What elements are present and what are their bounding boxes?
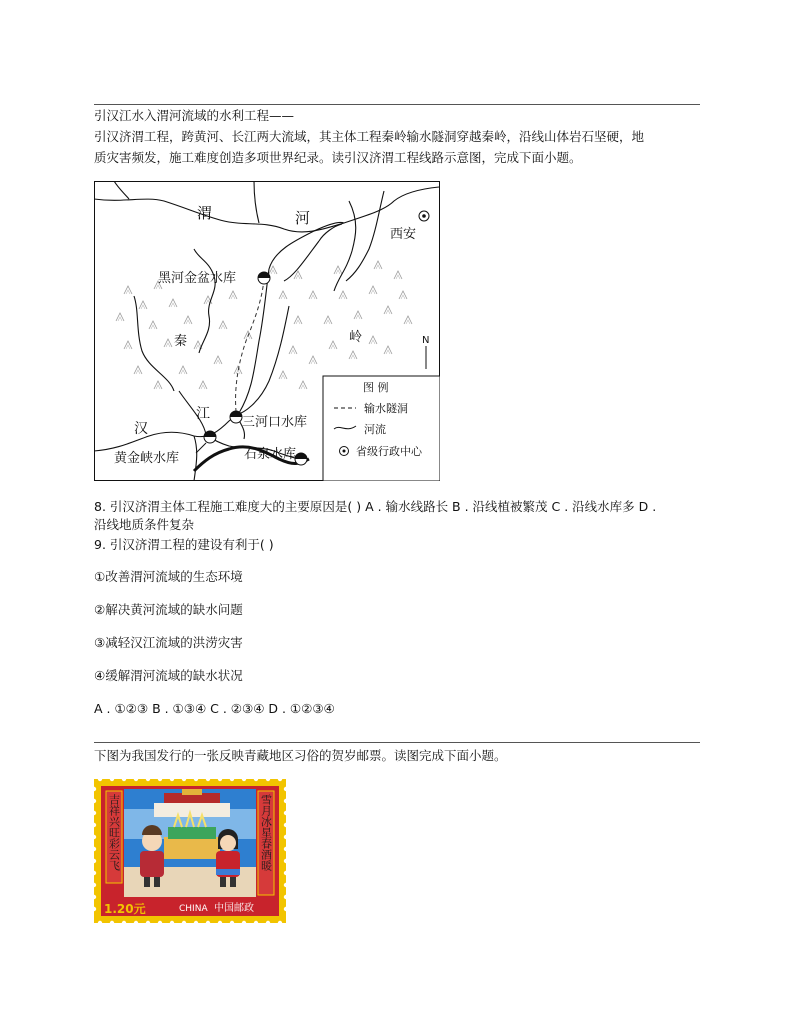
section-divider [94,742,700,743]
question-8-line2: 沿线地质条件复杂 [94,517,195,532]
label-he: 河 [295,209,311,227]
label-han: 汉 [134,421,148,437]
right-couplet-text: 雪月冰星春酒暖 [259,794,273,871]
label-qin: 秦 [174,334,188,349]
reservoir-huangjinxia [204,431,216,443]
label-jiang: 江 [196,406,210,422]
legend-tunnel: 输水隧洞 [364,402,408,415]
top-divider [94,104,700,105]
legend-river: 河流 [364,423,386,436]
question-9-item-4: ④缓解渭河流域的缺水状况 [94,668,243,683]
stamp-china-label: CHINA [179,904,208,914]
legend-capital: 省级行政中心 [356,445,422,458]
section1-text-line1: 引汉济渭工程，跨黄河、长江两大流域，其主体工程秦岭输水隧洞穿越秦岭，沿线山体岩石坚硬，地 [94,129,645,144]
question-9-item-1: ①改善渭河流域的生态环境 [94,569,243,584]
stamp-post-label: 中国邮政 [214,903,254,914]
question-9-options: A . ①②③ B . ①③④ C . ②③④ D . ①②③④ [94,701,335,716]
question-8-line1: 8. 引汉济渭主体工程施工难度大的主要原因是( ) A . 输水线路长 B . 沿线植被繁茂 C . 沿线水库多 D . [94,499,657,514]
left-couplet-text: 吉祥兴旺彩云飞 [107,794,121,871]
label-xian: 西安 [390,227,417,242]
question-9-stem: 9. 引汉济渭工程的建设有利于( ) [94,537,274,552]
stamp-denomination: 1.20元 [104,902,146,916]
label-sanhekou-reservoir: 三河口水库 [242,415,308,430]
reservoir-sanhekou [230,411,242,423]
section2-intro: 下图为我国发行的一张反映青藏地区习俗的贺岁邮票。读图完成下面小题。 [94,748,507,763]
label-huangjinxia-reservoir: 黄金峡水库 [114,451,180,466]
section1-title: 引汉江水入渭河流域的水利工程—— [94,108,295,123]
label-shiquan-reservoir: 石泉水库 [244,447,297,462]
question-9-item-3: ③减轻汉江流域的洪涝灾害 [94,635,243,650]
route-map [94,181,440,481]
label-wei: 渭 [197,204,213,222]
label-ling: 岭 [349,330,363,345]
legend-title: 图 例 [363,381,389,394]
reservoir-shiquan [295,453,307,465]
capital-symbol [419,211,429,221]
label-heihe-reservoir: 黑河金盆水库 [158,271,237,286]
section1-text-line2: 质灾害频发，施工难度创造多项世界纪录。读引汉济渭工程线路示意图，完成下面小题。 [94,150,582,165]
map-legend [323,376,440,481]
svg-text:N: N [422,335,430,346]
reservoir-heihe [258,272,270,284]
question-9-item-2: ②解决黄河流域的缺水问题 [94,602,243,617]
new-year-stamp [94,779,286,923]
